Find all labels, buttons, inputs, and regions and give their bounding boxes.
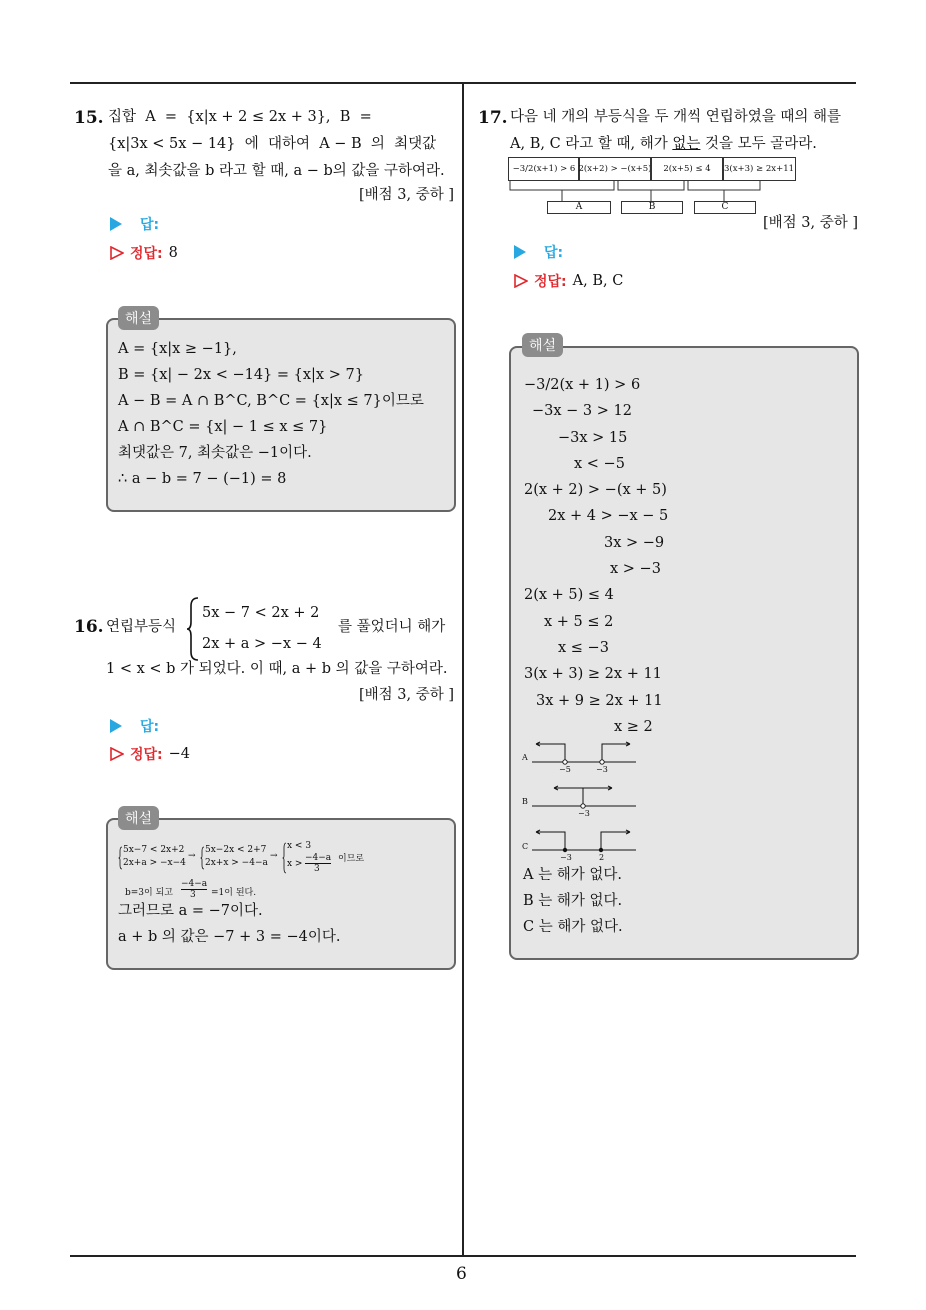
numberline-A	[532, 740, 638, 774]
answer-label: 답:	[140, 217, 160, 233]
q16-small-c2: x >	[287, 859, 303, 869]
q17-tag-A: A	[547, 201, 611, 214]
numberline-A-label: A	[522, 753, 528, 762]
q17-conclusions	[523, 862, 623, 940]
q17-ineq-box-1	[508, 157, 580, 181]
q17-score: [배점 3, 중하 ]	[762, 215, 858, 231]
q17-line2-underlined: 없는	[672, 136, 701, 152]
q16-tail: 를 풀었더니 해가	[338, 619, 446, 635]
q16-correct-line	[110, 744, 190, 764]
q17-solution-tab: 해설	[522, 333, 563, 357]
q17-correct-line	[514, 271, 623, 291]
q17-conclusion-B: B 는 해가 없다.	[523, 893, 623, 909]
q15-sol-2: B = {x| − 2x < −14} = {x|x > 7}	[118, 367, 364, 383]
q16-small-c2-num: −4−a	[305, 853, 332, 863]
q15-number: 15.	[74, 108, 104, 128]
q16-small-a2: 2x+a > −x−4	[123, 858, 186, 868]
q15-solution-tab: 해설	[118, 306, 159, 330]
q17-sol-14: x ≥ 2	[614, 718, 653, 735]
q15-text	[108, 104, 454, 185]
q16-brace-icon	[186, 596, 200, 662]
q17-sol-13: 3x + 9 ≥ 2x + 11	[536, 692, 663, 709]
q16-line2: 1 < x < b 가 되었다. 이 때, a + b 의 값을 구하여라.	[106, 661, 448, 677]
q17-text	[510, 104, 860, 158]
q17-conclusion-A: A 는 해가 없다.	[523, 867, 622, 883]
q17-answer-line	[514, 242, 563, 262]
q15-solution	[118, 336, 424, 492]
q16-small-a1: 5x−7 < 2x+2	[123, 845, 185, 855]
q16-sol-2: a + b 의 값은 −7 + 3 = −4이다.	[118, 929, 341, 945]
q16-sol-1: 그러므로 a = −7이다.	[118, 903, 263, 919]
q17-sol-9: 2(x + 5) ≤ 4	[524, 587, 614, 604]
q15-line3: 을 a, 최솟값을 b 라고 할 때, a − b의 값을 구하여라.	[108, 163, 445, 179]
q15-sol-5: 최댓값은 7, 최솟값은 −1이다.	[118, 445, 312, 461]
outline-triangle-icon	[110, 747, 124, 761]
outline-triangle-icon	[514, 274, 528, 288]
filled-triangle-icon	[110, 719, 122, 733]
numberline-B-tick-1: −3	[578, 809, 590, 818]
q16-score: [배점 3, 중하 ]	[358, 687, 454, 703]
q15-answer-line	[110, 214, 159, 234]
q16-small-tail: 이므로	[338, 854, 365, 864]
filled-triangle-icon	[514, 245, 526, 259]
q16-solution-tab: 해설	[118, 806, 159, 830]
q15-line2: {x|3x < 5x − 14} 에 대하여 A − B 의 최댓값	[108, 136, 437, 152]
q17-ineq-box-3: 2(x+5) ≤ 4	[650, 157, 724, 181]
q17-sol-2: −3x − 3 > 12	[532, 403, 632, 420]
q17-tag-C: C	[694, 201, 756, 214]
q17-sol-6: 2x + 4 > −x − 5	[548, 508, 669, 525]
q17-connector-lines	[508, 179, 798, 203]
q15-line1: 집합 A = {x|x + 2 ≤ 2x + 3}, B =	[108, 109, 372, 125]
q16-small-b2: 2x+x > −4−a	[205, 858, 268, 868]
q16-small-b1: 5x−2x < 2+7	[205, 845, 267, 855]
q17-line2	[510, 131, 860, 158]
answer-label: 답:	[544, 245, 564, 261]
q17-sol-8: x > −3	[610, 561, 661, 578]
q17-sol-12: 3(x + 3) ≥ 2x + 11	[524, 666, 662, 683]
numberline-A-tick-1: −5	[559, 765, 571, 774]
numberline-C-tick-2: 2	[599, 853, 605, 862]
filled-triangle-icon	[110, 217, 122, 231]
q15-sol-3: A − B = A ∩ B^C, B^C = {x|x ≤ 7}이므로	[118, 393, 424, 409]
q16-small-l2-num: −4−a	[181, 879, 208, 889]
q17-sol-1: −3/2(x + 1) > 6	[524, 377, 641, 393]
q17-solution	[524, 372, 668, 740]
page-number: 6	[456, 1264, 467, 1284]
q15-correct-line	[110, 243, 178, 263]
numberline-B-label: B	[522, 797, 528, 806]
q17-ineq-1-text: −3/2(x+1) > 6	[512, 164, 576, 174]
q16-small-l2b: =1이 된다.	[211, 888, 257, 898]
q16-small-l2a: b=3이 되고	[125, 888, 173, 898]
q17-ineq-box-2: 2(x+2) > −(x+5)	[578, 157, 652, 181]
outline-triangle-icon	[110, 246, 124, 260]
q17-sol-3: −3x > 15	[558, 429, 628, 446]
q17-ineq-box-4: 3(x+3) ≥ 2x+11	[722, 157, 796, 181]
q16-system-2: 2x + a > −x − 4	[202, 636, 322, 652]
q16-small-c1: x < 3	[287, 841, 312, 851]
q16-number: 16.	[74, 617, 104, 637]
q15-sol-6: ∴ a − b = 7 − (−1) = 8	[118, 471, 287, 487]
q17-sol-11: x ≤ −3	[558, 639, 609, 656]
q15-sol-1: A = {x|x ≥ −1},	[118, 341, 237, 357]
column-divider	[462, 84, 464, 1256]
q15-sol-4: A ∩ B^C = {x| − 1 ≤ x ≤ 7}	[118, 419, 328, 435]
q17-conclusion-C: C 는 해가 없다.	[523, 919, 623, 935]
q17-sol-5: 2(x + 2) > −(x + 5)	[524, 482, 667, 499]
q16-arrow-2: →	[270, 851, 278, 861]
q15-score: [배점 3, 중하 ]	[358, 187, 454, 203]
correct-label: 정답:	[130, 747, 163, 763]
q17-tag-B: B	[621, 201, 683, 214]
q17-number: 17.	[478, 108, 508, 128]
bottom-rule	[70, 1255, 856, 1257]
q16-answer-value: −4	[168, 746, 191, 762]
q16-small-l2-den: 3	[190, 890, 196, 900]
q16-lead: 연립부등식	[106, 619, 177, 635]
q17-line1: 다음 네 개의 부등식을 두 개씩 연립하였을 때의 해를	[510, 109, 842, 125]
q16-solution	[118, 898, 340, 950]
q17-answer-value: A, B, C	[572, 273, 624, 289]
q16-small-c2-den: 3	[314, 864, 320, 874]
correct-label: 정답:	[130, 246, 163, 262]
numberline-C	[532, 828, 638, 862]
numberline-C-tick-1: −3	[560, 853, 572, 862]
numberline-C-label: C	[522, 842, 529, 851]
correct-label: 정답:	[534, 274, 567, 290]
q17-line2b: 것을 모두 골라라.	[700, 136, 817, 152]
q17-sol-4: x < −5	[574, 455, 625, 472]
q16-system-1: 5x − 7 < 2x + 2	[202, 605, 320, 621]
q17-line2a: A, B, C 라고 할 때, 해가	[510, 136, 673, 152]
q16-arrow-1: →	[188, 851, 196, 861]
q17-sol-7: 3x > −9	[604, 534, 665, 551]
q16-answer-line	[110, 716, 159, 736]
q15-answer-value: 8	[168, 245, 178, 261]
numberline-A-tick-2: −3	[596, 765, 608, 774]
answer-label: 답:	[140, 719, 160, 735]
q17-sol-10: x + 5 ≤ 2	[544, 613, 614, 630]
